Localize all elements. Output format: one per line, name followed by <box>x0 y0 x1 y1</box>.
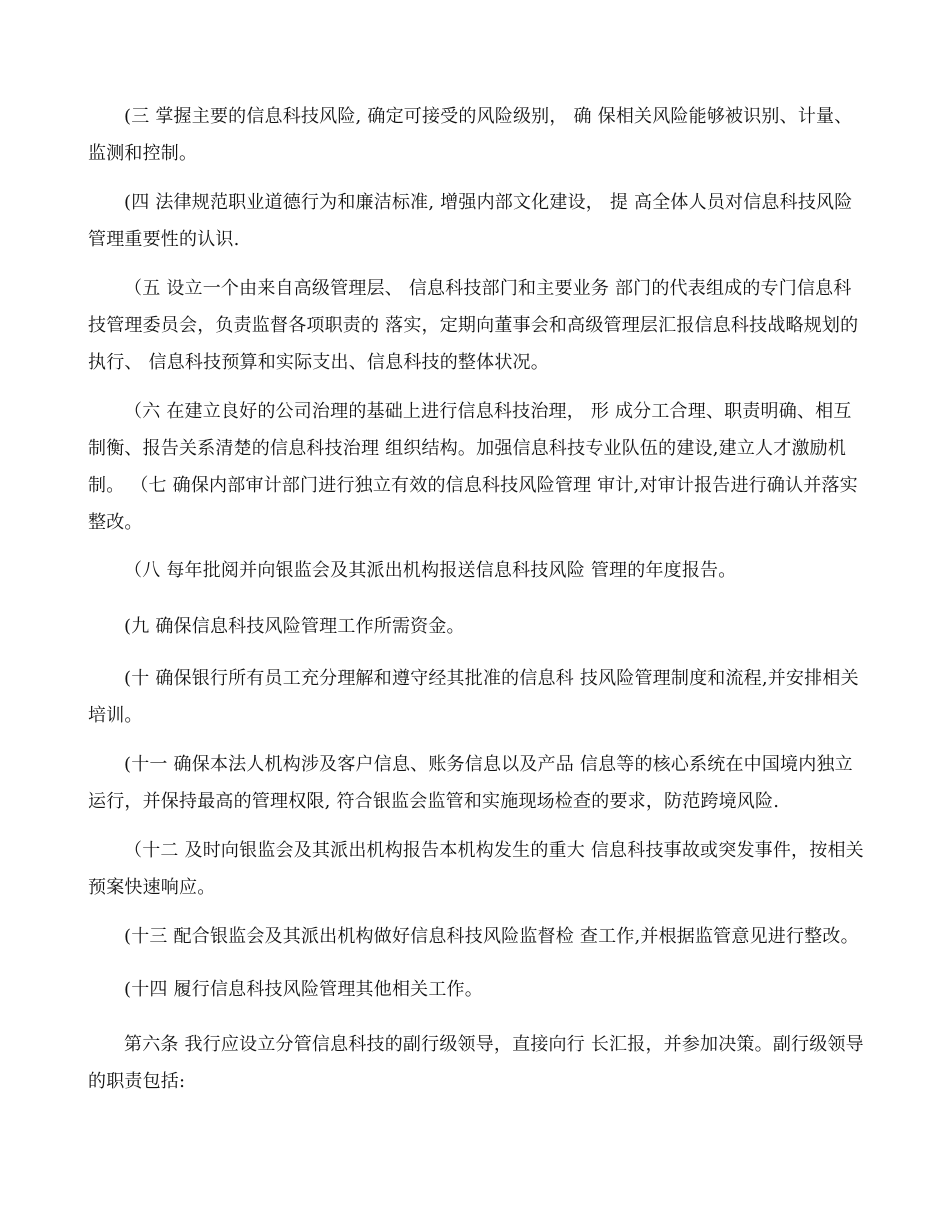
paragraph-item-8: （八 每年批阅并向银监会及其派出机构报送信息科技风险 管理的年度报告。 <box>124 560 737 581</box>
paragraph-item-10: (十 确保银行所有员工充分理解和遵守经其批准的信息科 技风险管理制度和流程,并安排相关培训。 <box>88 668 859 726</box>
paragraph-item-4: (四 法律规范职业道德行为和廉洁标准, 增强内部文化建设， 提 高全体人员对信息科技风险管理重要性的认识. <box>88 192 853 250</box>
paragraph-item-3: (三 掌握主要的信息科技风险, 确定可接受的风险级别， 确 保相关风险能够被识别、计量、监测和控制。 <box>88 106 853 164</box>
paragraph-item-12: （十二 及时向银监会及其派出机构报告本机构发生的重大 信息科技事故或突发事件，按相关预案快速响应。 <box>88 840 864 898</box>
paragraph-item-11: (十一 确保本法人机构涉及客户信息、账务信息以及产品 信息等的核心系统在中国境内独立运行，并保持最高的管理权限, 符合银监会监管和实施现场检查的要求，防范跨境风险. <box>88 754 853 812</box>
paragraph-item-9: (九 确保信息科技风险管理工作所需资金。 <box>124 616 465 637</box>
paragraph-article-6: 第六条 我行应设立分管信息科技的副行级领导，直接向行 长汇报，并参加决策。副行级领导的职责包括: <box>88 1034 864 1092</box>
paragraph-item-6-7: （六 在建立良好的公司治理的基础上进行信息科技治理， 形 成分工合理、职责明确、相互制衡、报告关系清楚的信息科技治理 组织结构。加强信息科技专业队伍的建设,建立人才激励机制。 （七 确保内部审计部门进行独立有效的信息科技风险管理 审计,对审计报告进行确认并落实整改。 <box>88 401 858 533</box>
paragraph-item-13: (十三 配合银监会及其派出机构做好信息科技风险监督检 查工作,并根据监管意见进行整改。 <box>124 926 859 947</box>
paragraph-item-5: （五 设立一个由来自高级管理层、 信息科技部门和主要业务 部门的代表组成的专门信息科技管理委员会，负责监督各项职责的 落实，定期向董事会和高级管理层汇报信息科技战略规划的执行、 信息科技预算和实际支出、信息科技的整体状况。 <box>88 278 859 373</box>
paragraph-item-14: (十四 履行信息科技风险管理其他相关工作。 <box>124 979 483 1000</box>
